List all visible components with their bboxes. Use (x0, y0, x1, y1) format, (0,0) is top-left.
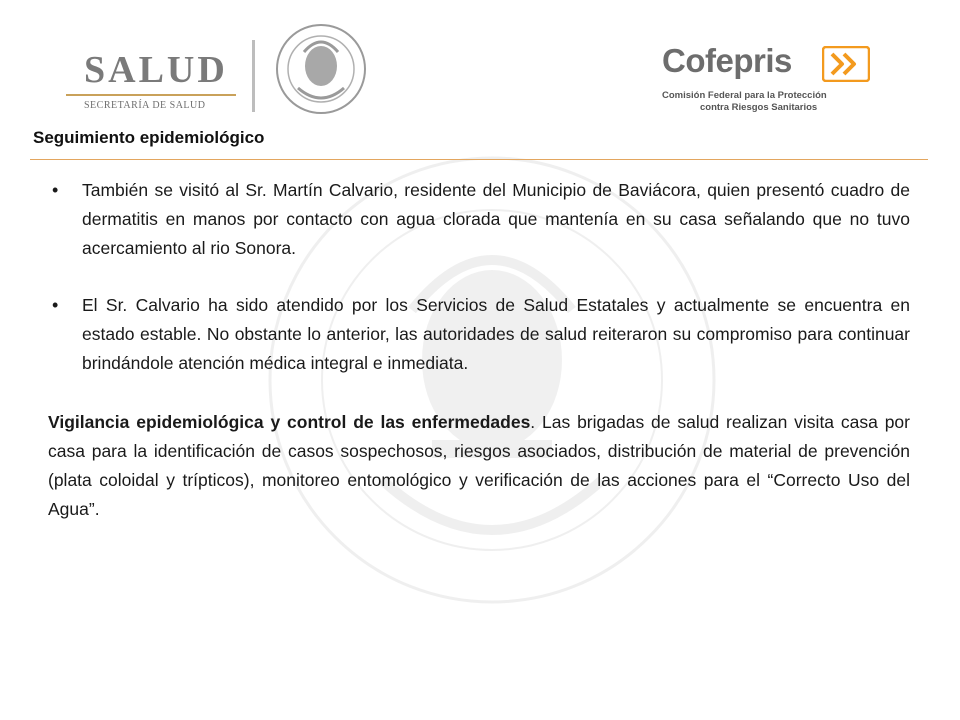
bullet-text: También se visitó al Sr. Martín Calvario, residente del Municipio de Baviácora, quien presentó cuadro de dermatitis en manos por contacto con agua clorada que mantenía en su casa señalando que no tuvo acercamiento al rio Sonora. (82, 180, 910, 258)
mexican-seal-icon (274, 22, 368, 116)
paragraph-text: . Las brigadas de salud realizan visita casa por casa para la identificación de casos sospechosos, riesgos asociados, distribución de material de prevención (plata coloidal y trípticos), monitoreo entomológico y verificación de las acciones para el “Correcto Uso del Agua”. (48, 412, 910, 519)
cofepris-logo (662, 42, 872, 118)
salud-logo-name: SALUD (84, 49, 228, 91)
bullet-text: El Sr. Calvario ha sido atendido por los Servicios de Salud Estatales y actualmente se encuentra en estado estable. No obstante lo anterior, las autoridades de salud reiteraron su compromiso para continuar brindándole atención médica integral e inmediata. (82, 295, 910, 373)
salud-logo-subtitle: SECRETARÍA DE SALUD (84, 100, 206, 111)
paragraph-bold-lead: Vigilancia epidemiológica y control de las enfermedades (48, 412, 531, 432)
header-divider (252, 40, 255, 112)
salud-logo (66, 46, 236, 116)
cofepris-logo-line2: contra Riesgos Sanitarios (700, 102, 818, 113)
section-rule (30, 159, 928, 160)
bullet-item (48, 291, 910, 378)
bullet-dot: • (52, 295, 59, 315)
double-chevron-right-icon (822, 46, 870, 82)
bullet-dot: • (52, 180, 59, 200)
surveillance-paragraph (48, 408, 910, 524)
section-title: Seguimiento epidemiológico (33, 128, 265, 147)
cofepris-logo-line1: Comisión Federal para la Protección (662, 90, 827, 101)
salud-logo-rule (66, 94, 236, 96)
cofepris-logo-name: Cofepris (662, 42, 792, 79)
content-body (48, 176, 910, 524)
bullet-item (48, 176, 910, 263)
